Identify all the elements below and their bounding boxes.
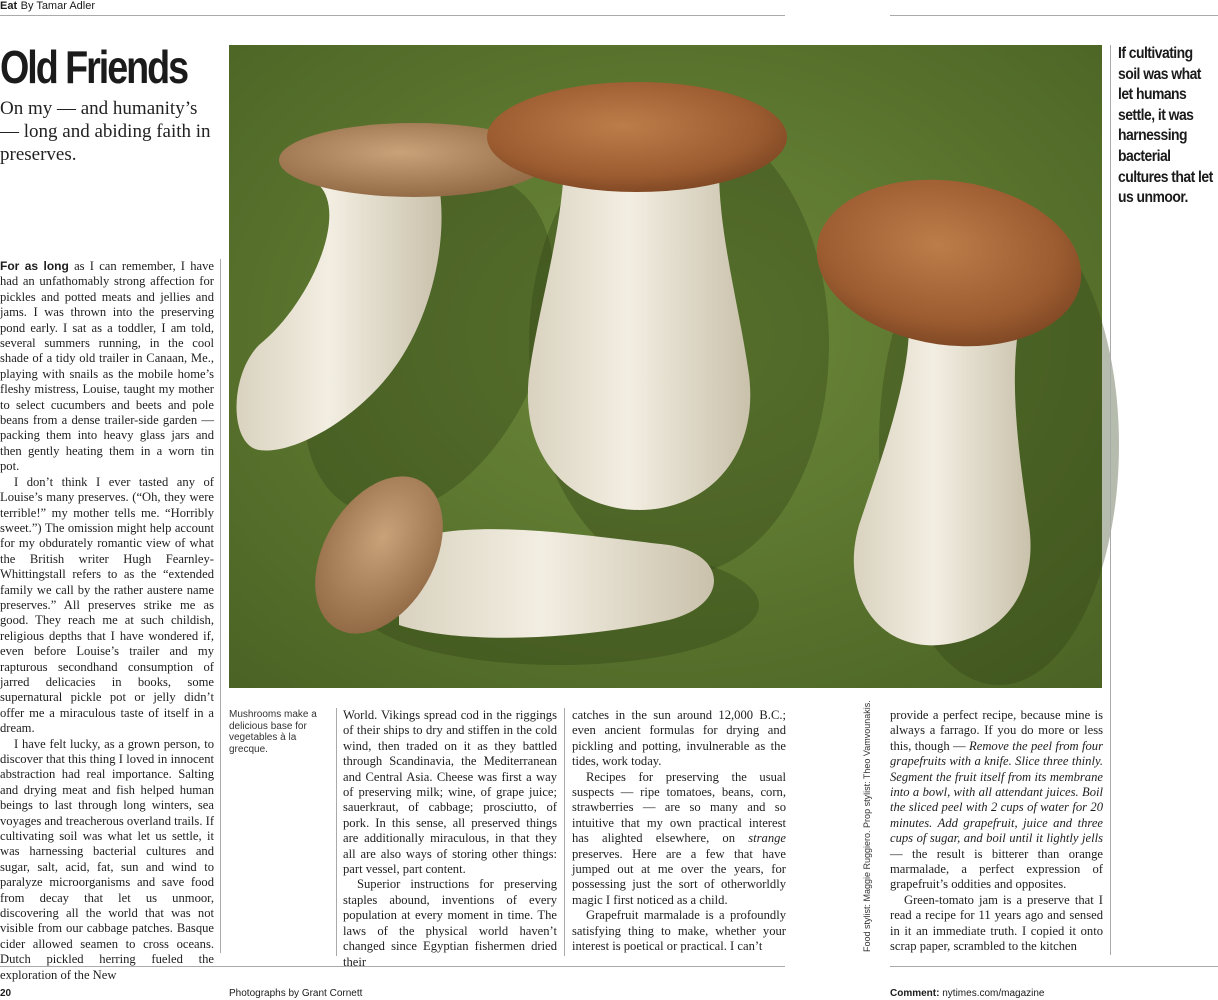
paragraph: World. Vikings spread cod in the riggings of their ships to dry and stiffen in the cold wind, then traded on it as they battled through Scandinavia, the Mediterranean and Central Asia. Cheese was first a way of preserving milk; wine, of grape juice; sauerkraut, of cabbage; prosciutto, of pork. In this sense, all preserved things are additionally miraculous, in that they all are also ways of storing other things: part vessel, part content.: [343, 708, 557, 877]
article-title: Old Friends: [0, 41, 188, 93]
body-column-1: [0, 259, 215, 982]
paragraph: Green-tomato jam is a preserve that I read a recipe for 11 years ago and sensed in it an immediate truth. I copied it onto scrap paper, scrambled to the kitchen: [890, 892, 1103, 954]
photo-caption: Mushrooms make a delicious base for vegetables à la grecque.: [229, 709, 317, 755]
comment-line: [890, 988, 1045, 999]
body-column-3: [572, 708, 786, 956]
lead-in: For as long: [0, 259, 69, 273]
footer-rule: [890, 966, 1218, 967]
paragraph: catches in the sun around 12,000 B.C.; even ancient formulas for drying and pickling and potting, invulnerable as the tides, work today.: [572, 708, 786, 769]
paragraph: [890, 708, 1103, 893]
paragraph: I have felt lucky, as a grown person, to discover that this thing I loved in innocent abstraction had real importance. Salting and drying meat and fish helped human beings to last through long winters, sea voyages and treacherous overland trails. If cultivating soil was what let us settle, it was harnessing bacterial cultures and sugar, salt, acid, fat, sun and wind to paralyze microorganisms and save food from decay that let us unmoor, discovering all the world that was not visible from our cabbage patches. Basque cider allowed seamen to cross oceans. Dutch pickled herring fueled the exploration of the New: [0, 736, 215, 982]
page-number: 20: [0, 988, 12, 999]
paragraph-text: preserves. Here are a few that have jumped out at me over the years, for possessing just the sort of otherworldly magic I first noticed as a child.: [572, 846, 786, 907]
paragraph: I don’t think I ever tasted any of Louise’s many preserves. (“Oh, they were terrible!” my mother tells me. “Horribly sweet.”) The omission might help account for my obdurately romantic view of what the British writer Hugh Fearnley-Whittingstall refers to as the “extended family we call by the rather austere name preserves.” All preserves strike me as good. They reach me at such childish, religious depths that I have wondered if, even before Louise’s trailer and my rapturous secondhand consumption of jarred delicacies in books, some supernatural pickle pot or jelly didn’t offer me a miraculous taste of itself in a dream.: [0, 474, 214, 736]
paragraph: Superior instructions for preserving staples abound, inventions of every population at every moment in time. The laws of the physical world haven’t changed since Egyptian fishermen dried their: [343, 877, 557, 969]
stylist-credit: Food stylist: Maggie Ruggiero. Prop stylist: Theo Vamvounakis.: [862, 700, 872, 952]
paragraph: Grapefruit marmalade is a profoundly satisfying thing to make, whether your interest is poetical or practical. I can’t: [572, 908, 786, 954]
footer-rule: [0, 966, 785, 967]
body-column-2: [343, 708, 557, 969]
mushroom-photo: [229, 45, 1102, 688]
paragraph-text: provide a perfect recipe, because mine is always a farrago. If you do more or less this, though —: [890, 708, 1103, 753]
body-column-4: [890, 708, 1103, 956]
paragraph-text: Recipes for preserving the usual suspects — ripe tomatoes, beans, corn, strawberries — are so many and so intuitive that my own practical interest has alighted elsewhere, on: [572, 769, 786, 846]
paragraph: [0, 259, 214, 475]
emphasis-text: strange: [748, 831, 786, 846]
header-rule: [890, 15, 1218, 16]
photo-credit: Photographs by Grant Cornett: [229, 988, 363, 999]
column-rule: [336, 708, 337, 956]
column-rule: [1110, 45, 1111, 955]
byline: By Tamar Adler: [20, 0, 96, 12]
paragraph-text: — the result is bitterer than orange marmalade, a perfect expression of grapefruit’s oddities and opposites.: [890, 846, 1103, 892]
comment-label: Comment:: [890, 988, 940, 999]
section-name: Eat: [0, 0, 18, 12]
recipe-text: Remove the peel from four grapefruits with a knife. Slice three thinly. Segment the fruit itself from its membrane into a bowl, with all attendant juices. Boil the sliced peel with 2 cups of water for 20 minutes. Add grapefruit, juice and three cups of sugar, and boil until it lightly jells: [890, 738, 1104, 846]
comment-link[interactable]: nytimes.com/magazine: [942, 988, 1045, 999]
article-dek: On my — and humanity’s — long and abiding faith in preserves.: [0, 98, 211, 165]
mushroom-illustration: [229, 45, 1102, 688]
paragraph-text: as I can remember, I have had an unfathomably strong affection for pickles and potted meats and jellies and jams. I was thrown into the preserving pond early. I sat as a toddler, I am told, several summers running, in the cool shade of a tidy old trailer in Canaan, Me., playing with snails as the mobile home’s fleshy mistress, Louise, taught my mother to select cucumbers and beets and pole beans from a dense trailer-side garden — packing them into heavy glass jars and then gently heating them in a worn tin pot.: [0, 259, 215, 474]
column-rule: [564, 708, 565, 956]
page-header: [0, 0, 785, 16]
paragraph: [572, 770, 786, 909]
column-rule: [220, 259, 221, 953]
pull-quote: If cultivating soil was what let humans settle, it was harnessing bacterial cultures that let us unmoor.: [1118, 45, 1213, 207]
